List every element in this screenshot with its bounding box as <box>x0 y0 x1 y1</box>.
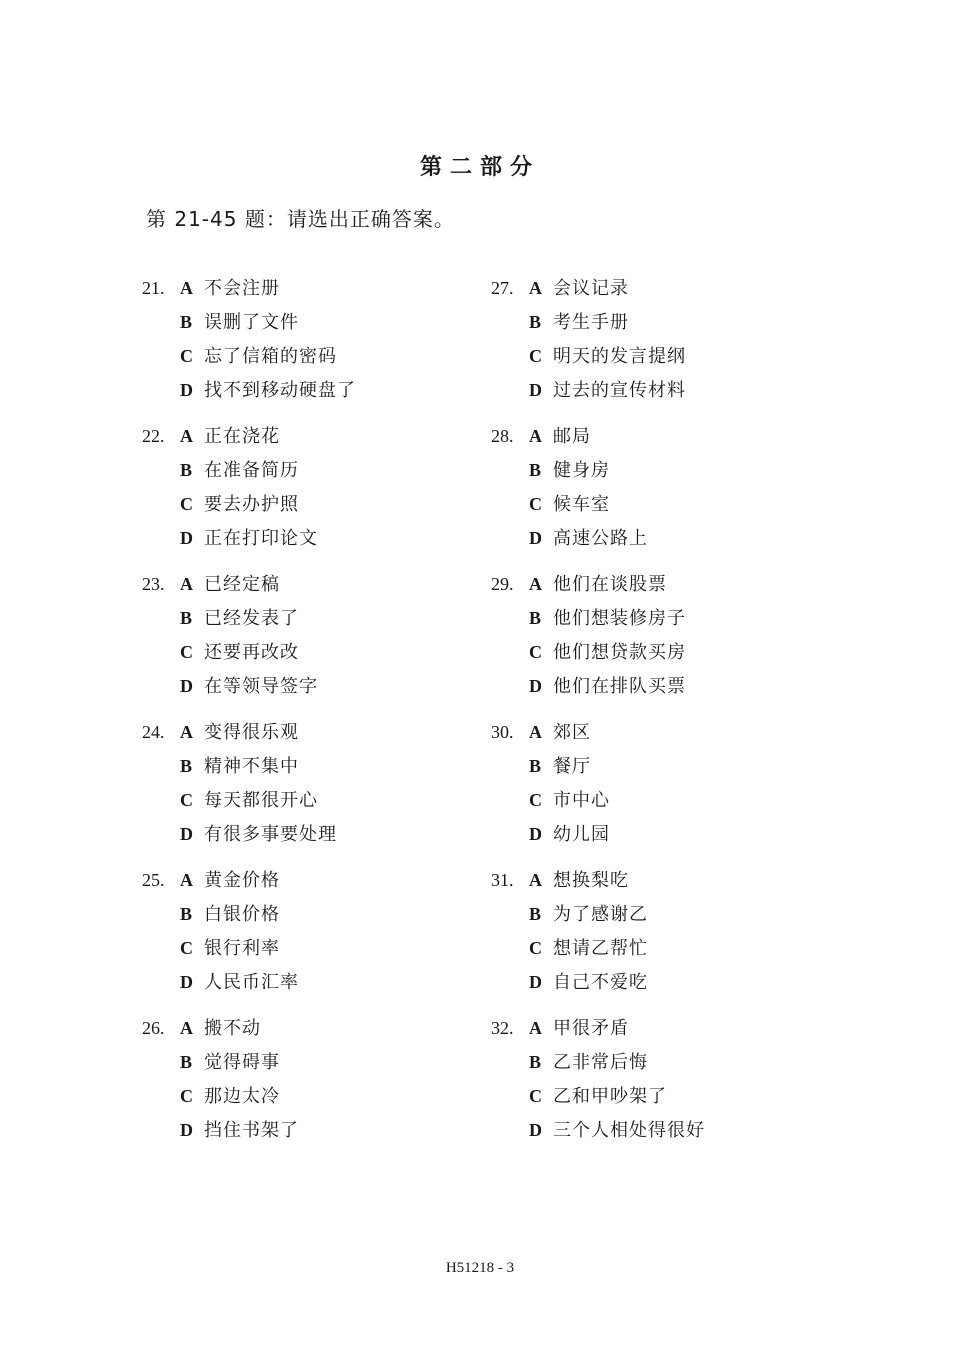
answer-option <box>180 309 299 335</box>
answer-option <box>180 935 280 961</box>
answer-option <box>180 343 337 369</box>
answer-option <box>529 867 629 893</box>
option-text: 想换梨吃 <box>553 870 629 891</box>
option-text: 乙非常后悔 <box>553 1052 648 1073</box>
option-letter: B <box>180 904 193 924</box>
answer-option <box>180 639 299 665</box>
answer-option <box>529 935 648 961</box>
option-letter: C <box>529 346 542 366</box>
answer-option <box>180 491 299 517</box>
option-letter: A <box>529 426 542 446</box>
answer-option <box>180 1015 261 1041</box>
option-letter: D <box>529 972 542 992</box>
question-number: 32. <box>491 1018 514 1038</box>
option-letter: B <box>180 608 193 628</box>
option-letter: D <box>180 824 193 844</box>
answer-option <box>180 719 299 745</box>
answer-option <box>180 423 280 449</box>
answer-option <box>529 753 591 779</box>
answer-option <box>529 673 686 699</box>
option-letter: C <box>180 790 193 810</box>
question-number: 25. <box>142 870 165 890</box>
option-letter: C <box>180 642 193 662</box>
option-letter: A <box>529 870 542 890</box>
option-letter: B <box>529 904 542 924</box>
option-text: 人民币汇率 <box>204 972 299 993</box>
answer-option <box>529 571 667 597</box>
question-number: 26. <box>142 1018 165 1038</box>
option-letter: C <box>529 494 542 514</box>
answer-option <box>180 969 299 995</box>
option-letter: C <box>180 1086 193 1106</box>
answer-option <box>529 1015 629 1041</box>
option-letter: C <box>529 790 542 810</box>
option-text: 会议记录 <box>553 278 629 299</box>
answer-option <box>180 787 318 813</box>
option-letter: A <box>529 1018 542 1038</box>
option-text: 明天的发言提纲 <box>553 346 686 367</box>
answer-option <box>180 901 280 927</box>
option-text: 每天都很开心 <box>204 790 318 811</box>
option-letter: A <box>180 870 193 890</box>
answer-option <box>180 867 280 893</box>
answer-option <box>180 457 299 483</box>
answer-option <box>529 1049 648 1075</box>
option-letter: B <box>180 1052 193 1072</box>
option-letter: B <box>180 312 193 332</box>
answer-option <box>529 821 610 847</box>
option-text: 变得很乐观 <box>204 722 299 743</box>
option-text: 找不到移动硬盘了 <box>204 380 356 401</box>
option-letter: D <box>180 676 193 696</box>
answer-option <box>180 1083 280 1109</box>
option-letter: A <box>529 574 542 594</box>
option-letter: C <box>180 938 193 958</box>
option-letter: A <box>180 722 193 742</box>
answer-option <box>529 787 610 813</box>
answer-option <box>180 377 356 403</box>
question-number: 30. <box>491 722 514 742</box>
answer-option <box>180 1117 299 1143</box>
option-letter: A <box>180 278 193 298</box>
option-letter: C <box>529 642 542 662</box>
option-letter: B <box>180 756 193 776</box>
option-text: 黄金价格 <box>204 870 280 891</box>
option-letter: B <box>529 608 542 628</box>
option-letter: B <box>529 756 542 776</box>
option-text: 考生手册 <box>553 312 629 333</box>
question-number: 28. <box>491 426 514 446</box>
answer-option <box>529 1083 667 1109</box>
answer-option <box>529 605 686 631</box>
option-letter: A <box>180 574 193 594</box>
question-number: 29. <box>491 574 514 594</box>
option-text: 三个人相处得很好 <box>553 1120 705 1141</box>
question-number: 23. <box>142 574 165 594</box>
option-letter: C <box>529 1086 542 1106</box>
option-text: 那边太冷 <box>204 1086 280 1107</box>
answer-option <box>529 423 591 449</box>
option-text: 甲很矛盾 <box>553 1018 629 1039</box>
option-text: 他们想装修房子 <box>553 608 686 629</box>
option-letter: D <box>180 380 193 400</box>
option-text: 已经发表了 <box>204 608 299 629</box>
option-text: 郊区 <box>553 722 591 743</box>
option-text: 白银价格 <box>204 904 280 925</box>
option-letter: A <box>529 722 542 742</box>
answer-option <box>529 639 686 665</box>
section-title: 第二部分 <box>419 155 540 180</box>
option-text: 他们在排队买票 <box>553 676 686 697</box>
option-text: 忘了信箱的密码 <box>204 346 337 367</box>
option-text: 市中心 <box>553 790 610 811</box>
option-text: 他们想贷款买房 <box>553 642 686 663</box>
question-number: 22. <box>142 426 165 446</box>
option-letter: C <box>529 938 542 958</box>
answer-option <box>180 821 337 847</box>
option-text: 自己不爱吃 <box>553 972 648 993</box>
answer-option <box>529 1117 705 1143</box>
option-letter: B <box>529 460 542 480</box>
answer-option <box>180 275 280 301</box>
option-letter: D <box>529 1120 542 1140</box>
option-text: 乙和甲吵架了 <box>553 1086 667 1107</box>
answer-option <box>180 571 280 597</box>
option-letter: D <box>180 528 193 548</box>
answer-option <box>529 343 686 369</box>
option-letter: C <box>180 494 193 514</box>
option-text: 误删了文件 <box>204 312 299 333</box>
option-text: 挡住书架了 <box>204 1120 299 1141</box>
option-text: 他们在谈股票 <box>553 574 667 595</box>
question-number: 27. <box>491 278 514 298</box>
instructions: 第 21-45 题：请选出正确答案。 <box>146 207 455 231</box>
answer-option <box>180 525 318 551</box>
answer-option <box>529 525 648 551</box>
option-text: 高速公路上 <box>553 528 648 549</box>
answer-option <box>529 901 648 927</box>
question-number: 21. <box>142 278 165 298</box>
option-letter: D <box>529 824 542 844</box>
option-text: 在等领导签字 <box>204 676 318 697</box>
option-letter: D <box>529 528 542 548</box>
question-number: 24. <box>142 722 165 742</box>
option-text: 银行利率 <box>204 938 280 959</box>
answer-option <box>180 673 318 699</box>
option-text: 搬不动 <box>204 1018 261 1039</box>
question-number: 31. <box>491 870 514 890</box>
option-letter: A <box>529 278 542 298</box>
answer-option <box>180 1049 280 1075</box>
option-text: 已经定稿 <box>204 574 280 595</box>
option-text: 为了感谢乙 <box>553 904 648 925</box>
option-text: 想请乙帮忙 <box>553 938 648 959</box>
answer-option <box>529 377 686 403</box>
answer-option <box>529 457 610 483</box>
option-text: 正在浇花 <box>204 426 280 447</box>
answer-option <box>529 275 629 301</box>
option-text: 精神不集中 <box>204 756 299 777</box>
option-text: 要去办护照 <box>204 494 299 515</box>
option-letter: D <box>529 676 542 696</box>
option-letter: D <box>180 972 193 992</box>
option-text: 有很多事要处理 <box>204 824 337 845</box>
option-text: 在准备简历 <box>204 460 299 481</box>
option-text: 觉得碍事 <box>204 1052 280 1073</box>
page-footer: H51218 - 3 <box>445 1260 515 1276</box>
option-letter: B <box>529 1052 542 1072</box>
answer-option <box>180 753 299 779</box>
option-letter: B <box>529 312 542 332</box>
option-text: 幼儿园 <box>553 824 610 845</box>
answer-option <box>529 719 591 745</box>
option-text: 还要再改改 <box>204 642 299 663</box>
answer-option <box>529 969 648 995</box>
option-letter: A <box>180 1018 193 1038</box>
option-letter: D <box>529 380 542 400</box>
answer-option <box>529 309 629 335</box>
answer-option <box>529 491 610 517</box>
option-letter: C <box>180 346 193 366</box>
option-letter: D <box>180 1120 193 1140</box>
answer-option <box>180 605 299 631</box>
option-text: 过去的宣传材料 <box>553 380 686 401</box>
option-letter: A <box>180 426 193 446</box>
option-text: 健身房 <box>553 460 610 481</box>
option-letter: B <box>180 460 193 480</box>
option-text: 不会注册 <box>204 278 280 299</box>
option-text: 正在打印论文 <box>204 528 318 549</box>
option-text: 餐厅 <box>553 756 591 777</box>
option-text: 邮局 <box>553 426 591 447</box>
option-text: 候车室 <box>553 494 610 515</box>
